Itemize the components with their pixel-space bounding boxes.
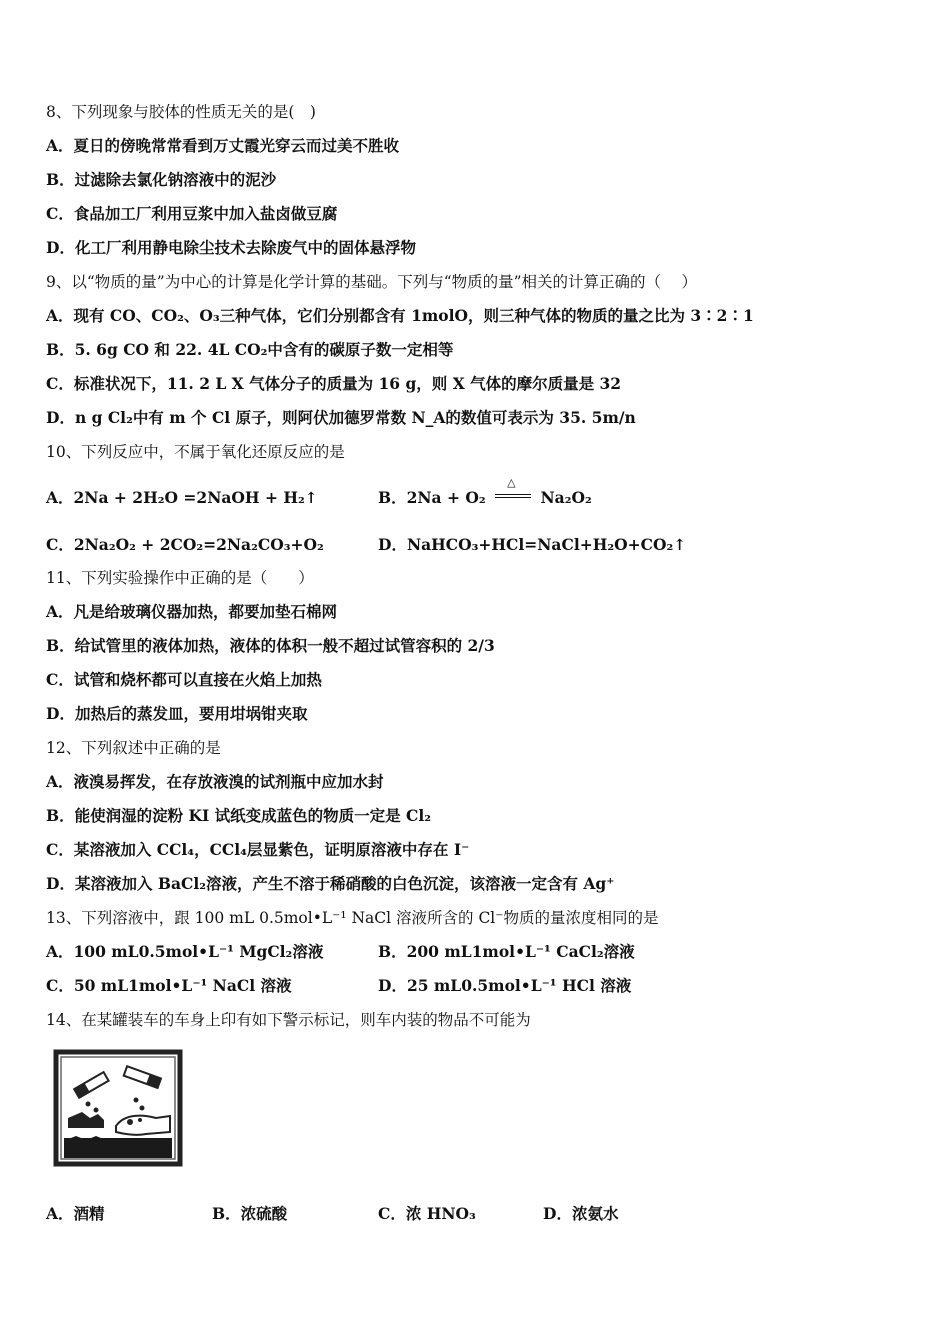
q10-option-a: A．2Na + 2H₂O =2NaOH + H₂↑ (46, 488, 318, 507)
q8-stem: 8、下列现象与胶体的性质无关的是( ) (46, 103, 316, 121)
q12-option-a: A．液溴易挥发，在存放液溴的试剂瓶中应加水封 (46, 772, 384, 791)
q11-option-b: B．给试管里的液体加热，液体的体积一般不超过试管容积的 2/3 (46, 636, 495, 655)
q8-option-b: B．过滤除去氯化钠溶液中的泥沙 (46, 170, 277, 189)
q12-option-c: C．某溶液加入 CCl₄，CCl₄层显紫色，证明原溶液中存在 I⁻ (46, 840, 470, 859)
q9-option-b: B．5. 6g CO 和 22. 4L CO₂中含有的碳原子数一定相等 (46, 340, 454, 359)
q10-stem: 10、下列反应中，不属于氧化还原反应的是 (46, 443, 345, 461)
q13-stem: 13、下列溶液中，跟 100 mL 0.5mol•L⁻¹ NaCl 溶液所含的 Cl⁻物质的量浓度相同的是 (46, 909, 659, 927)
q14-stem: 14、在某罐装车的车身上印有如下警示标记，则车内装的物品不可能为 (46, 1011, 531, 1029)
corrosive-warning-sign-icon (52, 1048, 184, 1168)
q10-option-b-right: Na₂O₂ (540, 488, 592, 507)
q12-option-b: B．能使润湿的淀粉 KI 试纸变成蓝色的物质一定是 Cl₂ (46, 806, 432, 825)
q10-option-d: D．NaHCO₃+HCl=NaCl+H₂O+CO₂↑ (378, 535, 687, 554)
q9-stem: 9、以“物质的量”为中心的计算是化学计算的基础。下列与“物质的量”相关的计算正确的（ ） (46, 273, 697, 291)
q14-option-d: D．浓氨水 (543, 1204, 619, 1223)
q14-option-a: A．酒精 (46, 1204, 105, 1223)
heat-triangle-icon: △ (507, 476, 516, 489)
q11-option-a: A．凡是给玻璃仪器加热，都要加垫石棉网 (46, 602, 338, 621)
q13-option-b: B．200 mL1mol•L⁻¹ CaCl₂溶液 (378, 942, 635, 961)
q8-option-c: C．食品加工厂利用豆浆中加入盐卤做豆腐 (46, 204, 338, 223)
q9-option-a: A．现有 CO、CO₂、O₃三种气体，它们分别都含有 1molO，则三种气体的物质的量之比为 3∶2∶1 (46, 306, 754, 325)
q14-option-b: B．浓硫酸 (212, 1204, 288, 1223)
q9-option-c: C．标准状况下，11. 2 L X 气体分子的质量为 16 g，则 X 气体的摩尔质量是 32 (46, 374, 622, 393)
q12-stem: 12、下列叙述中正确的是 (46, 739, 221, 757)
q11-stem: 11、下列实验操作中正确的是（ ） (46, 569, 314, 587)
q13-option-c: C．50 mL1mol•L⁻¹ NaCl 溶液 (46, 976, 292, 995)
q14-option-c: C．浓 HNO₃ (378, 1204, 476, 1223)
q11-option-c: C．试管和烧杯都可以直接在火焰上加热 (46, 670, 322, 689)
q10-option-b-left: B．2Na + O₂ (378, 488, 486, 507)
q9-option-d: D．n g Cl₂中有 m 个 Cl 原子，则阿伏加德罗常数 N_A的数值可表示为 35. 5m/n (46, 408, 636, 427)
q10-option-c: C．2Na₂O₂ + 2CO₂=2Na₂CO₃+O₂ (46, 535, 324, 554)
heat-condition-arrow (495, 476, 531, 509)
q11-option-d: D．加热后的蒸发皿，要用坩埚钳夹取 (46, 704, 308, 723)
q12-option-d: D．某溶液加入 BaCl₂溶液，产生不溶于稀硝酸的白色沉淀，该溶液一定含有 Ag⁺ (46, 874, 615, 893)
q8-option-a: A．夏日的傍晚常常看到万丈霞光穿云而过美不胜收 (46, 136, 400, 155)
q13-option-d: D．25 mL0.5mol•L⁻¹ HCl 溶液 (378, 976, 632, 995)
q10-option-b (378, 476, 592, 509)
q13-option-a: A．100 mL0.5mol•L⁻¹ MgCl₂溶液 (46, 942, 324, 961)
q8-option-d: D．化工厂利用静电除尘技术去除废气中的固体悬浮物 (46, 238, 416, 257)
